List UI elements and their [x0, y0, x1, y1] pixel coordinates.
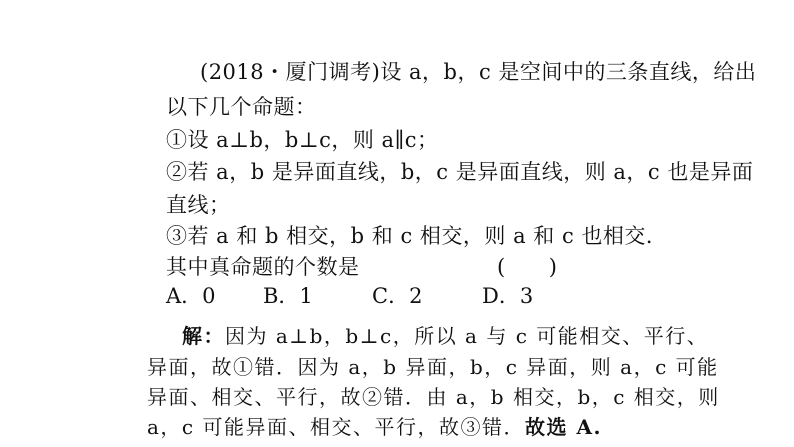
answer-blank: ( )	[497, 255, 558, 279]
problem-line-2: 以下几个命题：	[166, 95, 317, 119]
solution-line-3: 异面、相交、平行，故②错．由 a，b 相交，b，c 相交，则	[147, 385, 720, 409]
option-a: A．0	[166, 284, 216, 308]
option-c: C．2	[372, 284, 423, 308]
solution-line-1	[182, 322, 708, 350]
proposition-3: ③若 a 和 b 相交，b 和 c 相交，则 a 和 c 也相交．	[166, 224, 668, 248]
solution-text-1: 因为 a⊥b，b⊥c，所以 a 与 c 可能相交、平行、	[225, 324, 709, 348]
solution-label: 解：	[182, 324, 225, 348]
solution-conclusion: 故选 A.	[524, 415, 602, 439]
solution-line-2: 异面，故①错．因为 a，b 异面，b，c 异面，则 a，c 可能	[147, 355, 719, 379]
solution-line-4	[147, 413, 602, 441]
option-d: D．3	[482, 284, 534, 308]
problem-line-1: (2018・厦门调考)设 a，b，c 是空间中的三条直线，给出	[200, 60, 757, 84]
solution-text-4: a，c 可能异面、相交、平行，故③错．	[147, 415, 525, 439]
option-b: B．1	[263, 284, 313, 308]
question-text: 其中真命题的个数是	[166, 255, 360, 279]
proposition-1: ①设 a⊥b，b⊥c，则 a∥c；	[166, 128, 439, 152]
proposition-2-line-2: 直线；	[166, 193, 231, 217]
proposition-2-line-1: ②若 a，b 是异面直线，b，c 是异面直线，则 a，c 也是异面	[166, 160, 754, 184]
